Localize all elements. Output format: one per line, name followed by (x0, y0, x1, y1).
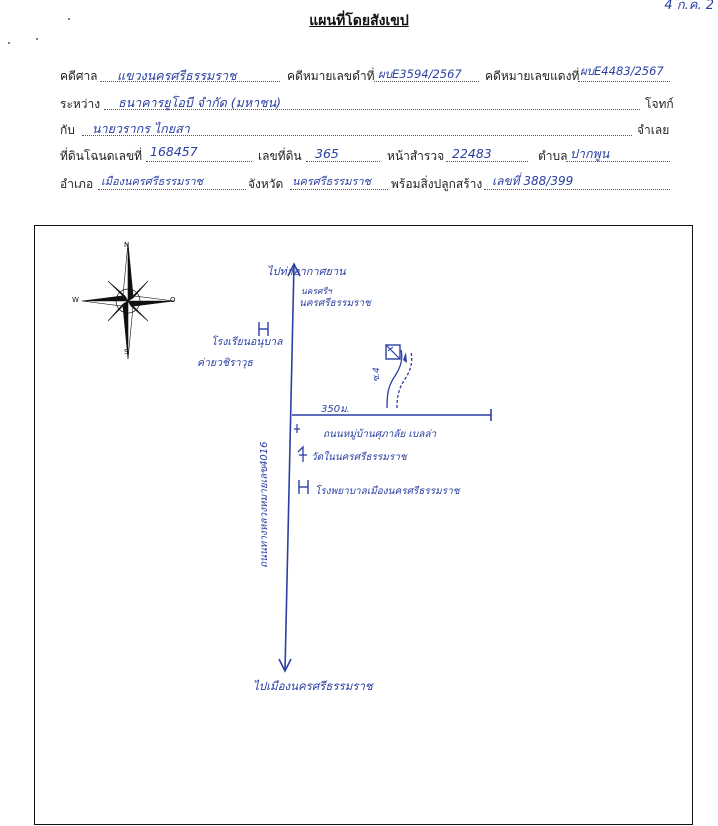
temple-symbol (298, 447, 307, 462)
defendant-value: นายวรากร ไกยสา (92, 121, 190, 136)
compass-e: O (170, 296, 176, 304)
land-no-value: 365 (315, 146, 339, 161)
court-label: คดีศาล (60, 69, 98, 83)
speck (8, 42, 10, 44)
court-value: แขวงนครศรีธรรมราช (117, 68, 237, 83)
sketch-map (34, 225, 693, 825)
label-to-city: ไปเมืองนครศรีธรรมราช (253, 679, 373, 693)
label-airport-2: นครศรีธรรมราช (299, 298, 371, 309)
survey-value: 22483 (452, 146, 492, 161)
with-label: กับ (60, 123, 75, 137)
compass-w: W (72, 296, 79, 304)
between-label: ระหว่าง (60, 97, 101, 111)
subdistrict-label: ตำบล (538, 149, 568, 163)
survey-label: หน้าสำรวจ (387, 149, 445, 163)
red-case-label: คดีหมายเลขแดงที่ (485, 69, 580, 83)
province-value: นครศรีธรรมราช (292, 175, 372, 188)
black-case-label: คดีหมายเลขดำที่ (287, 69, 375, 83)
label-highway: ถนนทางหลวงหมายเลข4016 (259, 441, 270, 568)
deed-value: 168457 (150, 144, 198, 159)
label-distance: 350ม. (321, 404, 350, 415)
map-drawing (35, 226, 694, 826)
dotted-line (146, 161, 252, 162)
dotted-line (306, 161, 380, 162)
defendant-role: จำเลย (637, 123, 670, 137)
plaintiff-value: ธนาคารยูโอบี จำกัด (มหาชน) (118, 95, 282, 110)
label-soi: ซ.4 (372, 367, 382, 382)
label-to-airport: ไปท่าอากาศยาน (267, 265, 346, 278)
label-temple: วัดในนครศรีธรรมราช (311, 452, 407, 463)
building-label: พร้อมสิ่งปลูกสร้าง (391, 177, 483, 191)
document-title: แผนที่โดยสังเขป (309, 14, 409, 29)
province-label: จังหวัด (248, 177, 284, 191)
highway-line (285, 264, 294, 671)
corner-date-note: 4 ก.ค. 2 (664, 0, 714, 13)
speck (36, 38, 38, 40)
district-label: อำเภอ (60, 177, 94, 191)
speck (68, 18, 70, 20)
label-school-2: ค่ายวชิราวุธ (197, 357, 253, 369)
district-value: เมืองนครศรีธรรมราช (101, 175, 203, 188)
dotted-line (446, 161, 528, 162)
label-airport-1: นครศรีฯ (301, 287, 332, 297)
black-case-value: ผบE3594/2567 (378, 67, 462, 81)
building-value: เลขที่ 388/399 (492, 174, 574, 188)
red-case-value: ผบE4483/2567 (580, 64, 664, 78)
hospital-symbol (299, 480, 308, 494)
label-village-road: ถนนหมู่บ้านศุภาลัย เบลล่า (323, 429, 437, 440)
subdistrict-value: ปากพูน (570, 146, 610, 161)
compass-n: N (124, 241, 130, 249)
land-no-label: เลขที่ดิน (258, 149, 302, 163)
label-school-1: โรงเรียนอนุบาล (211, 336, 283, 348)
dotted-line (578, 81, 670, 82)
deed-label: ที่ดินโฉนดเลขที่ (60, 149, 143, 163)
compass-s: S (124, 348, 129, 356)
compass-rose (82, 243, 174, 359)
label-hospital: โรงพยาบาลเมืองนครศรีธรรมราช (315, 486, 460, 497)
plaintiff-role: โจทก์ (645, 97, 674, 111)
